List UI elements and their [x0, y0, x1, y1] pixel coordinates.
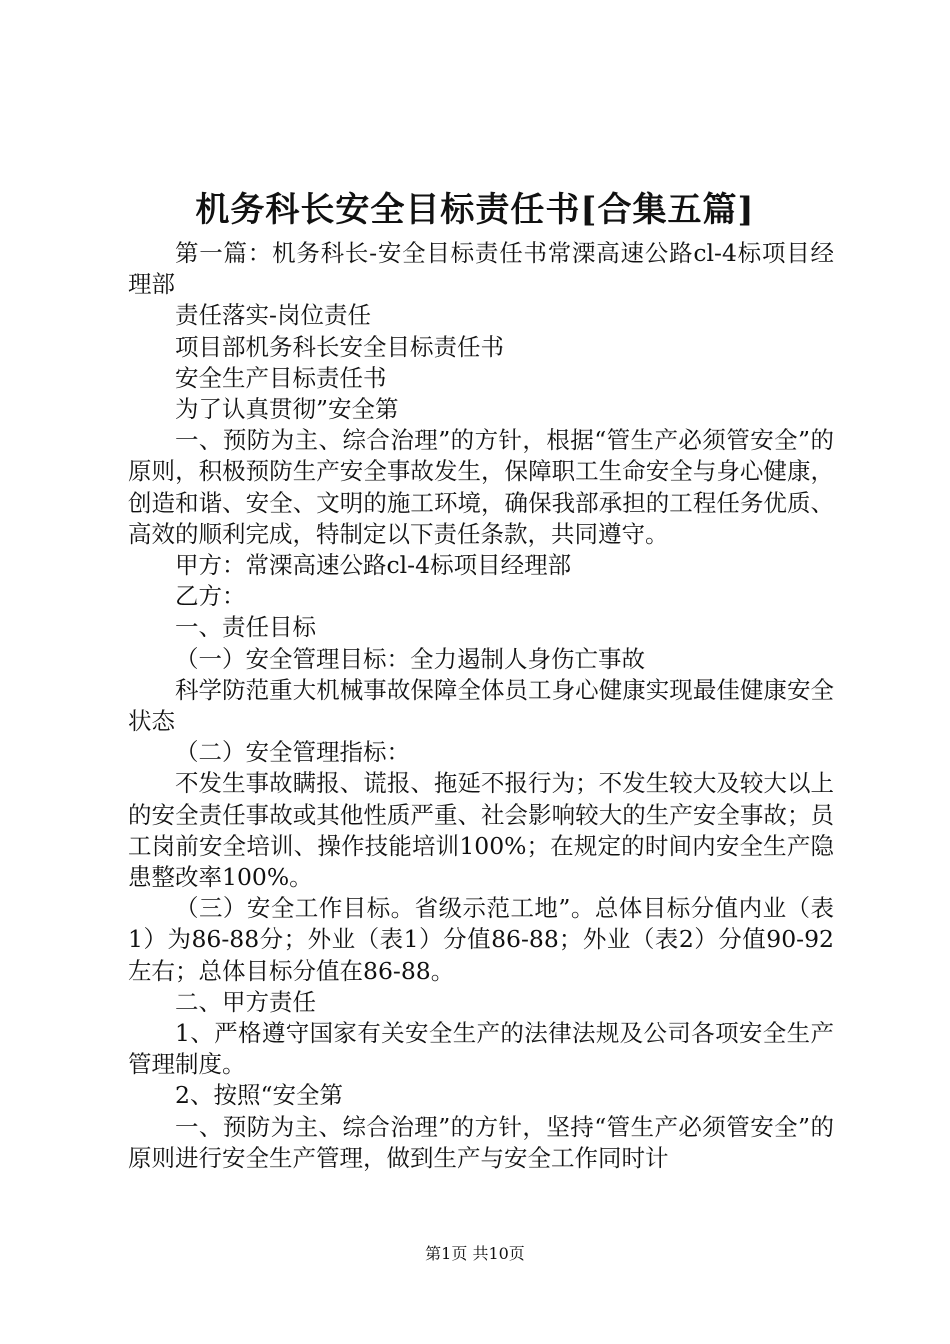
paragraph: 甲方：常溧高速公路cl-4标项目经理部 [175, 551, 572, 580]
document-body [128, 238, 834, 1174]
paragraph: 科学防范重大机械事故保障全体员工身心健康实现最佳健康安全状态 [128, 675, 834, 736]
paragraph: （三）安全工作目标。省级示范工地”。总体目标分值内业（表1）为86-88分；外业（表1）分值86-88；外业（表2）分值90-92左右；总体目标分值在86-88。 [128, 894, 834, 985]
paragraph: （二）安全管理指标： [175, 738, 410, 767]
paragraph: 项目部机务科长安全目标责任书 [175, 332, 504, 361]
paragraph: 不发生事故瞒报、谎报、拖延不报行为；不发生较大及较大以上的安全责任事故或其他性质严重、社会影响较大的生产安全事故；员工岗前安全培训、操作技能培训100%；在规定的时间内安全生产隐患整改率100%。 [128, 769, 834, 892]
page-footer: 第1页 共10页 [425, 1244, 525, 1263]
paragraph: 一、责任目标 [175, 613, 316, 642]
paragraph: 1、严格遵守国家有关安全生产的法律法规及公司各项安全生产管理制度。 [128, 1019, 834, 1079]
paragraph: 一、预防为主、综合治理”的方针，坚持“管生产必须管安全”的原则进行安全生产管理，做到生产与安全工作同时计 [128, 1112, 834, 1172]
paragraph: 安全生产目标责任书 [175, 363, 387, 392]
document-title: 机务科长安全目标责任书[合集五篇] [195, 190, 755, 230]
paragraph: 2、按照“安全第 [175, 1081, 343, 1110]
paragraph: （一）安全管理目标：全力遏制人身伤亡事故 [175, 644, 645, 673]
paragraph: 第一篇：机务科长-安全目标责任书常溧高速公路cl-4标项目经理部 [128, 239, 834, 299]
paragraph: 责任落实-岗位责任 [175, 301, 371, 330]
paragraph: 乙方： [175, 582, 246, 611]
paragraph: 二、甲方责任 [175, 987, 316, 1016]
paragraph: 一、预防为主、综合治理”的方针，根据“管生产必须管安全”的原则，积极预防生产安全事故发生，保障职工生命安全与身心健康，创造和谐、安全、文明的施工环境，确保我部承担的工程任务优质、高效的顺利完成，特制定以下责任条款，共同遵守。 [128, 426, 834, 548]
paragraph: 为了认真贯彻”安全第 [175, 395, 399, 424]
